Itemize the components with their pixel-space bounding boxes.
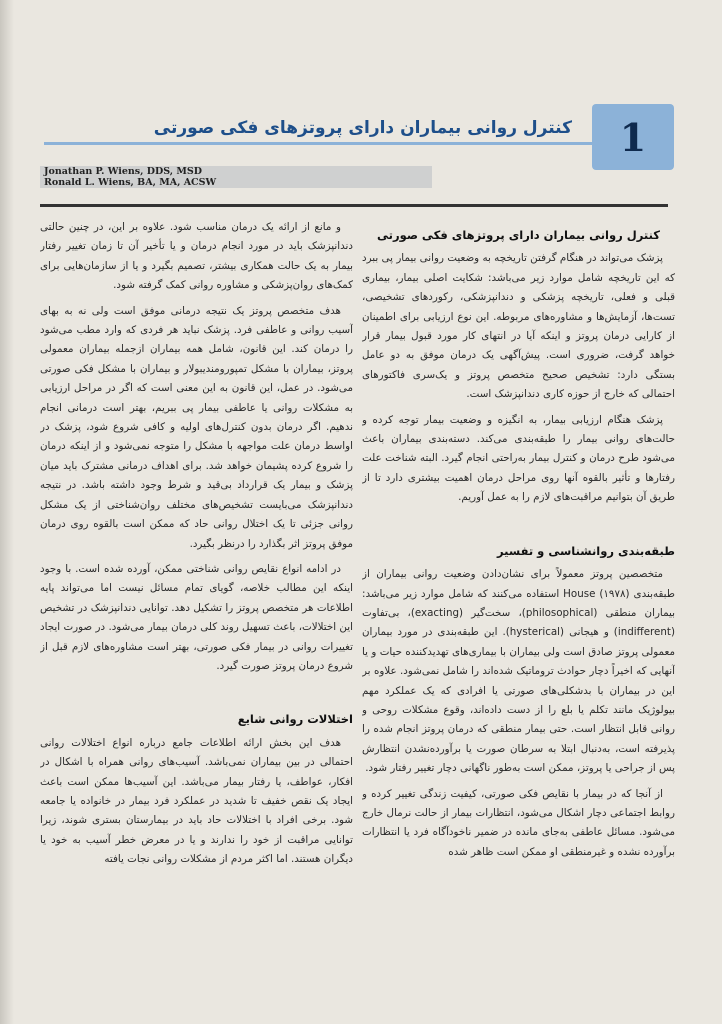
author-1: Jonathan P. Wiens, DDS, MSD: [44, 166, 202, 177]
left-column: [40, 218, 353, 1018]
authors-block: [40, 166, 432, 188]
paragraph: هدف این بخش ارائه اطلاعات جامع درباره انواع اختلالات روانی احتمالی در بین بیماران نمی‌باشد. آسیب‌های روانی همراه با اشکال در افکار، عواطف، یا رفتار بیمار می‌باشد. این آسیب‌ها ممکن است باعث ایجاد یک نقص خفیف تا شدید در عملکرد فرد بیمار در خانواده یا جامعه شود. برخی افراد با اختلالات حاد باید در بیمارستان بستری شوند، زیرا توانایی مراقبت از خود را ندارند و یا در معرض خطر آسیب به خود یا دیگران هستند. اما اکثر مردم از مشکلات روانی نجات یافته: [40, 736, 353, 866]
page-edge-shadow: [0, 0, 14, 1024]
paragraph: از آنجا که در بیمار با نقایص فکی صورتی، کیفیت زندگی تغییر کرده و روابط اجتماعی دچار اشکال می‌شود، انتظارات بیمار از حالت نرمال خارج می‌شود. مسائل عاطفی به‌جای مانده در ضمیر ناخودآگاه فرد یا انتظارات برآورده نشده و غیرمنطقی او ممکن است ظاهر شده: [362, 787, 675, 858]
right-column: [362, 218, 675, 1018]
paragraph: پزشک می‌تواند در هنگام گرفتن تاریخچه به وضعیت روانی بیمار پی ببرد که این تاریخچه شامل موارد زیر می‌باشد: شکایت اصلی بیمار، بیماری قبلی و فعلی، تاریخچه پزشکی و دندانپزشکی، رکوردهای تشخیصی، تست‌ها، آزمایش‌ها و مشاوره‌های مربوطه. این نوع ارزیابی برای اطمینان از کارایی درمان پروتز و اینکه آیا در انتهای کار مورد قبول بیمار قرار خواهد گرفت، ضروری است. پیش‌آگهی یک درمان موفق به دو عامل بستگی دارد: تشخیص صحیح متخصص پروتز و یک‌سری فاکتورهای احتمالی که خارج از حوزه کاری دندانپزشک است.: [362, 252, 675, 401]
section-heading-classification: طبقه‌بندی روانشناسی و تفسیر: [497, 543, 675, 558]
paragraph: پزشک هنگام ارزیابی بیمار، به انگیزه و وضعیت بیمار توجه کرده و حالت‌های روانی بیمار را طبقه‌بندی می‌کند. دسته‌بندی بیماران باعث می‌شود طرح درمان و کنترل بیمار به‌راحتی انجام گیرد. البته شناخت علت رفتارها و تأثیر بالقوه آنها روی مراحل درمان اهمیت بیشتری دارد تا از طریق آن بتوانیم مراقبت‌های لازم را به عمل آوریم.: [362, 413, 675, 504]
paragraph: هدف متخصص پروتز یک نتیجه درمانی موفق است ولی نه به بهای آسیب روانی و عاطفی فرد. پزشک نباید هر فردی که وارد مطب می‌شود را درمان کند. این قانون، شامل همه بیماران ازجمله بیماران معمولی پروتز، بیماران با مشکل تمپورومندیبولار و بیماران با مشکل فکی صورتی می‌شود. در عمل، این قانون به این معنی است که اگر در مراحل ارزیابی به مشکلات روانی یا عاطفی بیمار پی ببریم، بهتر است درمانی انجام ندهیم. اگر درمان بدون کنترل‌های اولیه و کافی شروع شود، پزشک در اواسط درمان علت مواجهه با مشکل را متوجه نمی‌شود و از اینکه درمان را شروع کرده پشیمان خواهد شد. برای اهداف درمانی مشترک باید میان پزشک و بیمار یک قرارداد بی‌قید و شرط وجود داشته باشد. در نتیجه دندانپزشک می‌بایست تشخیص‌های مختلف روان‌شناختی از یک مشکل روانی جزئی تا یک اختلال روانی حاد که ممکن است بالقوه روی درمان موفق پروتز اثر بگذارد را درنظر بگیرد.: [40, 304, 353, 550]
chapter-number-box: [592, 104, 674, 170]
title-underline: [44, 142, 592, 145]
paragraph: و مانع از ارائه یک درمان مناسب شود. علاوه بر این، در چنین حالتی دندانپزشک باید در مورد انجام درمان و یا تأخیر آن تا زمان تغییر رفتار بیمار به یک حالت همکاری بیشتر، تصمیم بگیرد و یا از سازمان‌هایی برای کمک‌های روان‌پزشکی و مشاوره روانی کمک گرفته شود.: [40, 221, 353, 292]
paragraph: متخصصین پروتز معمولاً برای نشان‌دادن وضعیت روانی بیماران از طبقه‌بندی House (۱۹۷۸) استفاده می‌کنند که شامل موارد زیر می‌باشد: بیماران منطقی (philosophical)، سخت‌گیر (exacting)، بی‌تفاوت (indifferent) و هیجانی (hysterical). این طبقه‌بندی در مورد بیماران معمولی پروتز صادق است ولی بیماران با بیماری‌های تهدیدکننده حیات و یا آنهایی که اخیراً دچار حوادث تروماتیک شده‌اند را شامل نمی‌شود. علاوه بر این در بیماران با بدشکلی‌های صورتی یا افرادی که یک عملکرد مهم بیولوژیک مانند تکلم یا بلع را از دست داده‌اند، وقوع مشکلات روحی و روانی قابل انتظار است. حتی بیمار منطقی که درمان پروتز انجام شده را پذیرفته است، به‌دنبال ابتلا به سرطان صورت یا برآورده‌نشدن انتظارش پس از جراحی یا پروتز، ممکن است به‌طور ناگهانی دچار تغییر رفتار شود.: [362, 568, 675, 775]
header-rule: [40, 204, 668, 207]
section-heading-psych-control: کنترل روانی بیماران دارای پروتزهای فکی صورتی: [377, 228, 660, 242]
paragraph: در ادامه انواع نقایص روانی شناختی ممکن، آورده شده است. با وجود اینکه این مطالب خلاصه، گویای تمام مسائل نیست اما می‌تواند پایه اطلاعات هر متخصص پروتز را تشکیل دهد. توانایی دندانپزشک در تشخیص این اختلالات، باعث تسهیل روند کلی درمان بیمار می‌شود. در صورت ایجاد تغییرات روانی در بیمار فکی صورتی، بهتر است مشاوره‌های لازم قبل از شروع درمان پروتز صورت گیرد.: [40, 562, 353, 672]
author-2: Ronald L. Wiens, BA, MA, ACSW: [44, 177, 217, 188]
section-heading-common-disorders: اختلالات روانی شایع: [237, 712, 353, 727]
chapter-title: کنترل روانی بیماران دارای پروتزهای فکی صورتی: [153, 118, 572, 138]
chapter-number: 1: [619, 114, 647, 160]
